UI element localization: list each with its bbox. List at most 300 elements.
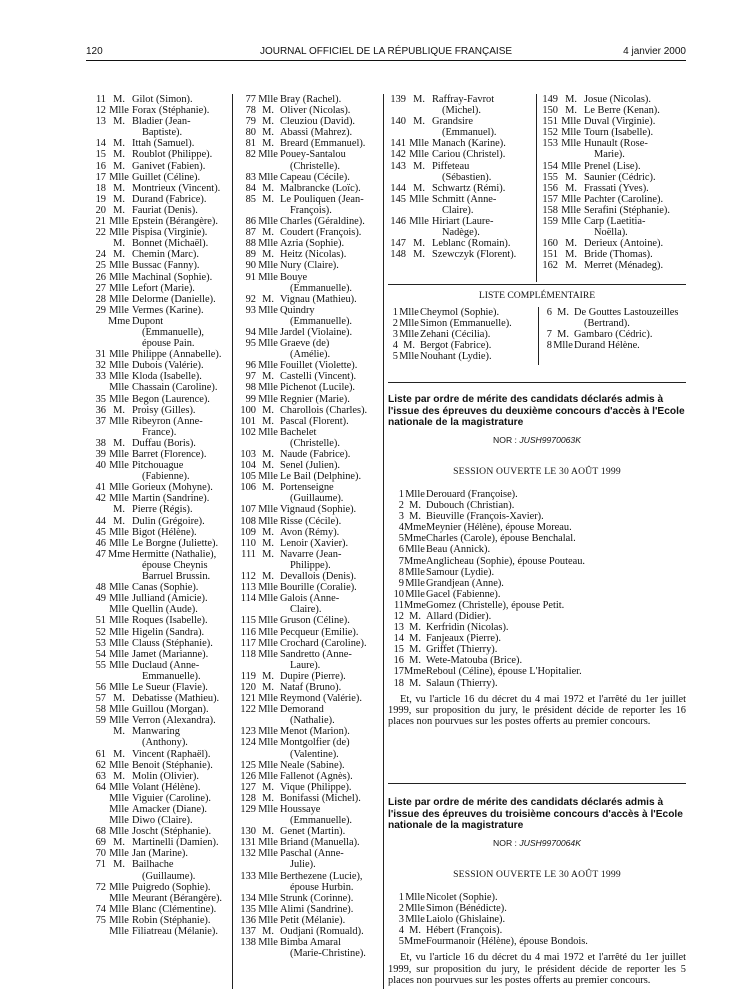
entry-name: Manach (Karine). (432, 138, 506, 150)
list-item (236, 737, 382, 759)
entry-name: Meurant (Bérangère). (132, 892, 223, 904)
entry-title: M. (262, 371, 274, 383)
list-item (236, 460, 382, 471)
list-item (86, 183, 230, 194)
entry-title: Mme (404, 533, 426, 545)
entry-title: M. (262, 826, 274, 838)
entry-name: Le Bail (Delphine). (280, 471, 362, 483)
entry-line (388, 655, 686, 666)
entry-line (236, 482, 382, 493)
entry-continuation: François). (290, 204, 332, 216)
entry-title: M. (262, 182, 274, 194)
entry-title: M. (113, 404, 125, 416)
entry-name: Berthezene (Lucie), (280, 870, 363, 882)
entry-name: Ribeyron (Anne- (132, 415, 203, 427)
list-item (538, 172, 686, 183)
entry-rank (86, 316, 106, 327)
entry-rank: 140 (390, 116, 406, 128)
entry-title: Mlle (399, 307, 419, 319)
list-item (236, 904, 382, 915)
entry-rank: 55 (95, 659, 106, 671)
entry-rank: 21 (95, 216, 106, 228)
entry-title: M. (413, 182, 425, 194)
entry-line (388, 666, 686, 677)
entry-name: Pierre (Régis). (132, 504, 193, 516)
list-item (86, 638, 230, 649)
entry-title: M. (113, 193, 125, 205)
list-item (236, 149, 382, 171)
entry-continuation: (Emmanuelle). (290, 282, 353, 294)
list-item (86, 349, 230, 360)
entry-title: Mlle (399, 329, 419, 341)
list-item (236, 105, 382, 116)
entry-line (86, 449, 230, 460)
list-item (388, 500, 686, 511)
list-item (236, 771, 382, 782)
entry-rank: 150 (542, 105, 558, 117)
entry-title: Mlle (109, 903, 129, 915)
list-item (388, 903, 686, 914)
entry-line (236, 826, 382, 837)
entry-title: Mlle (109, 593, 129, 605)
entry-title: M. (409, 633, 421, 645)
list-item (388, 655, 686, 666)
entry-continuation: Baptiste). (142, 127, 183, 139)
entry-rank: 113 (240, 582, 256, 594)
entry-rank: 4 (398, 522, 404, 534)
entry-title: M. (262, 127, 274, 139)
entry-title: Mlle (109, 648, 129, 660)
entry-continuation: France). (142, 426, 177, 438)
entry-title: Mlle (109, 914, 129, 926)
entry-line (86, 272, 230, 283)
list-item (538, 161, 686, 172)
entry-title: M. (113, 437, 125, 449)
entry-line (388, 340, 538, 351)
list-item (86, 782, 230, 793)
entry-rank: 144 (390, 182, 406, 194)
entry-name: Montgolfier (de) (280, 737, 350, 749)
entry-title: M. (565, 249, 577, 261)
entry-title: Mlle (258, 770, 278, 782)
entry-name: Forax (Stéphanie). (132, 105, 210, 117)
entry-rank: 4 (398, 925, 404, 937)
entry-name: Prenel (Lise). (584, 160, 641, 172)
entry-line (86, 693, 230, 704)
entry-name: Canas (Sophie). (132, 582, 199, 594)
entry-rank: 86 (245, 216, 256, 228)
entry-title: M. (409, 655, 421, 667)
entry-name: Strunk (Corinne). (280, 892, 354, 904)
entry-name: Nataf (Bruno). (280, 681, 342, 693)
entry-name: Anglicheau (Sophie), épouse Pouteau. (426, 555, 585, 567)
entry-rank: 4 (392, 340, 398, 352)
entry-rank: 56 (95, 681, 106, 693)
entry-name: Amacker (Diane). (132, 804, 208, 815)
entry-title: M. (262, 526, 274, 538)
entry-rank: 10 (393, 588, 404, 600)
list-item (538, 238, 686, 249)
entry-title: M. (565, 238, 577, 250)
entry-rank: 103 (240, 449, 256, 460)
entry-title: Mlle (405, 903, 425, 915)
list-item (86, 249, 230, 260)
entry-line (386, 149, 534, 160)
entry-line (236, 893, 382, 904)
entry-title: Mlle (258, 726, 278, 738)
entry-title: M. (565, 105, 577, 117)
list-item (86, 926, 230, 937)
entry-line (86, 227, 230, 238)
entry-rank: 104 (240, 460, 256, 472)
entry-title: Mlle (258, 426, 278, 438)
list-item (236, 238, 382, 249)
entry-title: Mlle (405, 588, 425, 600)
section-title: Liste par ordre de mérite des candidats déclarés admis à l'issue des épreuves du deuxième concours d'accès à l'Ecole nationale de la magistrature (388, 394, 685, 429)
list-item (86, 294, 230, 305)
list-item (86, 438, 230, 449)
entry-name: Beau (Annick). (426, 544, 491, 556)
list-item (86, 826, 230, 837)
entry-line (388, 578, 686, 589)
entry-rank: 77 (245, 94, 256, 105)
entry-rank: 85 (245, 193, 256, 205)
list-item (388, 318, 538, 329)
entry-name: Menot (Marion). (280, 726, 350, 738)
entry-title: M. (565, 171, 577, 183)
entry-rank: 74 (95, 903, 106, 915)
entry-name: Avon (Rémy). (280, 526, 340, 538)
list-item (236, 837, 382, 848)
entry-line (236, 904, 382, 915)
entry-title: M. (409, 500, 421, 512)
list-item (538, 116, 686, 127)
entry-line (236, 460, 382, 471)
section-deuxieme-concours (388, 394, 686, 727)
entry-name: Fauriat (Denis). (132, 204, 198, 216)
list-item (388, 892, 686, 903)
entry-title: Mlle (405, 891, 425, 903)
entry-title: Mlle (258, 271, 278, 283)
entry-line (86, 893, 230, 904)
entry-line (236, 260, 382, 271)
entry-title: M. (113, 116, 125, 128)
entry-name: Piffeteau (432, 160, 470, 172)
entry-name: Jardel (Violaine). (280, 326, 353, 338)
entry-title: M. (262, 193, 274, 205)
list-item (86, 283, 230, 294)
entry-name: Fourmanoir (Hélène), épouse Bondois. (426, 936, 588, 948)
entry-rank: 87 (245, 227, 256, 239)
entry-title: M. (413, 160, 425, 172)
list-item (236, 704, 382, 726)
entry-line (236, 527, 382, 538)
entry-line (86, 527, 230, 538)
entry-name: Vermes (Karine). (132, 304, 204, 316)
list-item (236, 549, 382, 571)
list-item (388, 307, 538, 318)
list-item (236, 138, 382, 149)
entry-rank: 107 (240, 504, 256, 516)
entry-rank: 151 (542, 116, 558, 128)
entry-name: Epstein (Bérangère). (132, 216, 218, 228)
entry-title: M. (262, 548, 274, 560)
entry-name: Blanc (Clémentine). (132, 903, 217, 915)
entry-name: Cheymol (Sophie). (420, 307, 500, 319)
list-item (236, 416, 382, 427)
entry-name: Ganivet (Fabien). (132, 160, 206, 172)
entry-name: Abassi (Mahrez). (280, 127, 353, 139)
list-item (236, 826, 382, 837)
entry-name: Raffray-Favrot (432, 94, 495, 105)
entry-rank: 39 (95, 449, 106, 460)
entry-name: Lefort (Marie). (132, 282, 195, 294)
list-item (236, 394, 382, 405)
entry-name: Bailhache (132, 859, 174, 871)
entry-line (236, 405, 382, 416)
entry-name: Breard (Emmanuel). (280, 138, 366, 150)
list-item (86, 793, 230, 804)
entry-line (388, 914, 686, 925)
entry-name: Bonnet (Michaël). (132, 238, 209, 250)
entry-title: M. (409, 677, 421, 689)
entry-continuation: (Marie-Christine). (290, 948, 366, 960)
entry-line (236, 183, 382, 194)
entry-continuation: (Sébastien). (442, 171, 492, 183)
entry-title: Mlle (109, 848, 129, 860)
entry-name: Roublot (Philippe). (132, 149, 213, 161)
entry-title: M. (413, 238, 425, 250)
entry-line (386, 194, 534, 205)
entry-title: M. (113, 515, 125, 527)
entry-title: Mlle (258, 238, 278, 250)
entry-rank: 135 (240, 903, 256, 915)
entry-line (538, 116, 686, 127)
entry-name: Duclaud (Anne- (132, 659, 200, 671)
entry-title: M. (413, 94, 425, 105)
entry-name: Hermitte (Nathalie), (132, 548, 217, 560)
entry-name: Fouillet (Violette). (280, 360, 358, 372)
entry-title: M. (262, 249, 274, 261)
list-item (388, 329, 538, 340)
entry-rank: 37 (95, 415, 106, 427)
list-item (538, 127, 686, 138)
entry-line (86, 649, 230, 660)
list-item (86, 726, 230, 748)
entry-line (236, 793, 382, 804)
entry-rank: 157 (542, 193, 558, 205)
list-item (86, 693, 230, 704)
entry-rank: 25 (95, 260, 106, 272)
entry-name: Tourn (Isabelle). (584, 127, 654, 139)
entry-title: M. (262, 926, 274, 938)
entry-line (86, 116, 230, 127)
list-item (86, 405, 230, 416)
admitted-list (388, 892, 686, 947)
entry-title: M. (113, 693, 125, 705)
entry-title: Mlle (258, 693, 278, 705)
entry-title: Mlle (109, 526, 129, 538)
entry-name: Kloda (Isabelle). (132, 371, 202, 383)
list-item (86, 260, 230, 271)
entry-line (86, 138, 230, 149)
entry-title: M. (262, 227, 274, 239)
list-item (236, 760, 382, 771)
list-item (86, 715, 230, 726)
entry-title: Mlle (258, 759, 278, 771)
entry-name: Meynier (Hélène), épouse Moreau. (426, 522, 572, 534)
entry-rank: 12 (95, 105, 106, 117)
entry-line (86, 726, 230, 737)
entry-rank: 16 (393, 655, 404, 667)
entry-rank: 110 (240, 537, 256, 549)
list-item (388, 936, 686, 947)
list-item (538, 138, 686, 160)
list-item (236, 682, 382, 693)
entry-title: Mlle (109, 881, 129, 893)
entry-line (86, 205, 230, 216)
entry-rank: 132 (240, 848, 256, 860)
entry-title: M. (262, 670, 274, 682)
list-item (388, 533, 686, 544)
list-item (538, 216, 686, 238)
entry-line (386, 116, 534, 127)
entry-title: Mlle (258, 637, 278, 649)
list-item (86, 149, 230, 160)
entry-title: Mlle (109, 105, 129, 117)
entry-title: Mlle (109, 781, 129, 793)
list-item (86, 882, 230, 893)
entry-line (86, 294, 230, 305)
entry-rank: 156 (542, 182, 558, 194)
entry-rank: 152 (542, 127, 558, 139)
list-item (388, 340, 538, 351)
entry-line (388, 903, 686, 914)
entry-line (538, 249, 686, 260)
entry-rank: 72 (95, 881, 106, 893)
list-item (236, 593, 382, 615)
entry-line (86, 316, 230, 327)
entry-rank: 128 (240, 792, 256, 804)
list-item (86, 371, 230, 382)
entry-name: Dulin (Grégoire). (132, 515, 205, 527)
entry-line (86, 516, 230, 527)
entry-title: Mme (404, 936, 426, 948)
entry-name: Bachelet (280, 426, 317, 438)
entry-line (86, 848, 230, 859)
entry-title: M. (262, 138, 274, 150)
entry-rank: 111 (241, 548, 256, 560)
entry-line (236, 94, 382, 105)
list-item (236, 272, 382, 294)
entry-name: Martinelli (Damien). (132, 837, 219, 849)
entry-line (538, 161, 686, 172)
list-item (86, 649, 230, 660)
list-item (236, 627, 382, 638)
entry-rank: 24 (95, 249, 106, 261)
entry-rank: 48 (95, 582, 106, 594)
entry-name: Vignaud (Sophie). (280, 504, 357, 516)
entry-rank: 117 (240, 637, 256, 649)
list-item (236, 471, 382, 482)
list-item (236, 726, 382, 737)
entry-title: Mlle (109, 360, 129, 372)
list-item (388, 678, 686, 689)
entry-title: Mlle (109, 371, 129, 383)
entry-title: Mlle (109, 704, 129, 716)
entry-rank: 11 (393, 599, 404, 611)
entry-rank: 5 (392, 351, 398, 363)
entry-title: Mlle (405, 577, 425, 589)
entry-rank: 93 (245, 304, 256, 316)
entry-continuation: Emmanuelle). (142, 670, 201, 682)
entry-line (236, 671, 382, 682)
entry-title: Mlle (561, 116, 581, 128)
entry-rank: 78 (245, 105, 256, 117)
entry-line (86, 627, 230, 638)
entry-name: Paschal (Anne- (280, 848, 344, 860)
entry-title: Mlle (409, 193, 429, 205)
entry-line (86, 249, 230, 260)
entry-name: Gorieux (Mohyne). (132, 482, 213, 494)
entry-name: Jamet (Marianne). (132, 648, 209, 660)
nor-value: JUSH9970063K (519, 434, 581, 445)
list-item (236, 360, 382, 371)
entry-title: M. (113, 182, 125, 194)
entry-rank: 52 (95, 626, 106, 638)
list-item (86, 516, 230, 527)
entry-line (86, 615, 230, 626)
entry-name: Zehani (Cécilia). (420, 329, 491, 341)
entry-name: De Gouttes Lastouzeilles (574, 307, 679, 319)
entry-continuation: (Emmanuelle). (290, 315, 353, 327)
list-item (86, 161, 230, 172)
entry-line (86, 360, 230, 371)
list-item (236, 194, 382, 216)
entry-title: Mlle (109, 792, 129, 804)
entry-rank: 100 (240, 404, 256, 416)
entry-rank: 12 (393, 611, 404, 622)
entry-rank (86, 382, 106, 393)
entry-title: M. (113, 837, 125, 849)
entry-rank: 40 (95, 460, 106, 472)
entry-title: Mlle (109, 227, 129, 239)
entry-line (236, 915, 382, 926)
entry-title: Mlle (258, 326, 278, 338)
entry-title: Mlle (258, 870, 278, 882)
entry-rank: 53 (95, 637, 106, 649)
list-item (86, 138, 230, 149)
entry-name: Fallenot (Agnès). (280, 770, 353, 782)
entry-line (86, 305, 230, 316)
list-item (86, 105, 230, 116)
entry-title: M. (557, 307, 569, 319)
entry-line (386, 249, 534, 260)
list-item (86, 116, 230, 138)
list-item (386, 216, 534, 238)
entry-rank: 5 (398, 533, 404, 545)
liste-complementaire-title: LISTE COMPLÉMENTAIRE (478, 290, 596, 301)
entry-title: M. (113, 149, 125, 161)
entry-name: Hébert (François). (426, 925, 503, 937)
entry-title: M. (262, 460, 274, 472)
entry-line (86, 660, 230, 671)
list-item (386, 161, 534, 183)
entry-line (86, 482, 230, 493)
entry-rank: 109 (240, 526, 256, 538)
entry-rank: 151 (542, 249, 558, 261)
entry-rank: 7 (398, 555, 404, 567)
